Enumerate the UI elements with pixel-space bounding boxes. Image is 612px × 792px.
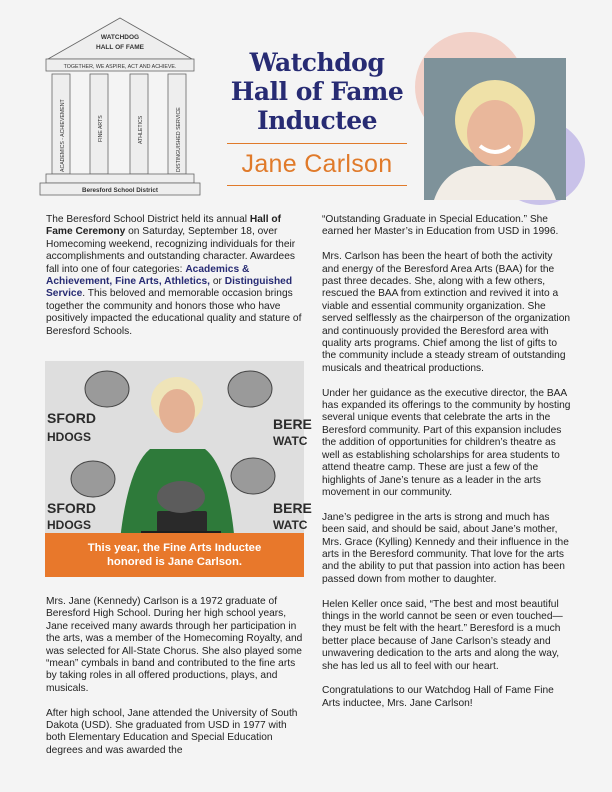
article-right-column	[322, 214, 572, 723]
bulldog-logo	[231, 458, 275, 494]
article-intro	[46, 214, 306, 350]
title-line-3: Inductee	[256, 106, 378, 135]
paragraph-director: Under her guidance as the executive director, the BAA has expanded its offerings to the community by hosting several unique events that celebrate the arts in the Beresford community. Part of this expansion includes the addition of opportunities for children’s theatre as well as establishing scholarships for area students to attend theatre camp. These are just a few of the highlights of Jane’s tenure as a leader in the arts movement in our community.	[322, 387, 571, 498]
trophy-base	[157, 511, 207, 533]
hall-of-fame-logo	[40, 14, 200, 199]
paragraph-baa: Mrs. Carlson has been the heart of both the activity and energy of the Beresford Area Arts (BAA) for the past three decades. She, along with a few others, rescued the BAA from extinction and revived it into a viable and essential community organization. She served selflessly as the chairperson of the organization and continuously provided the Beresford area with quality arts programs. Chief among the list of gifts to the community include a steady stream of outstanding musicals and theatrical productions.	[322, 251, 571, 374]
logo-line2: HALL OF FAME	[96, 44, 144, 51]
logo-pillar-label-2: FINE ARTS	[98, 115, 104, 142]
backdrop-text-right-4: WATC	[273, 518, 308, 532]
bulldog-trophy	[157, 481, 205, 513]
person-face	[159, 389, 195, 433]
logo-line1: WATCHDOG	[100, 34, 140, 41]
intro-paragraph: The Beresford School District held its annual Hall of Fame Ceremony on Saturday, September 18, over Homecoming weekend, recognizing individuals for their accomplishments and outstanding character. Awardees fall into one of four categories: Academics & Achievement, Fine Arts, Athletics, or Distinguished Service. This beloved and memorable occasion brings together the community and honors those who have positively impacted the educational quality and stature of Beresford Schools.	[46, 214, 302, 337]
paragraph-university: After high school, Jane attended the University of South Dakota (USD). She graduated from USD in 1977 with both Elementary Education and Special Education degrees and was awarded the	[46, 707, 298, 756]
bulldog-logo	[228, 371, 272, 407]
backdrop-text-left-4: HDOGS	[47, 518, 92, 532]
logo-pillar-label-3: ATHLETICS	[138, 115, 144, 144]
name-rule-top	[227, 143, 407, 144]
article-biography	[46, 596, 304, 770]
logo-step-1	[46, 174, 194, 183]
paragraph-pedigree: Jane’s pedigree in the arts is strong and much has been said, and should be said, about Jane’s mother, Mrs. Grace (Kylling) Kennedy and their influence in the arts in the Beresford community. That love for the arts and the ability to put that passion into action has been passed down from mother to daughter.	[322, 511, 569, 585]
backdrop-text-right-3: BERE	[273, 500, 312, 516]
backdrop-text-left-2: HDOGS	[47, 430, 92, 444]
title-line-2: Hall of Fame	[230, 77, 404, 106]
photo-caption: This year, the Fine Arts Inductee honored is Jane Carlson.	[87, 542, 262, 568]
bulldog-logo	[71, 461, 115, 497]
award-photo	[45, 361, 312, 577]
paragraph-keller-quote: Helen Keller once said, “The best and most beautiful things in the world cannot be seen or even touched—they must be felt with the heart.” Beresford is a much better place because of Jane Carlson’s steady and unwavering dedication to the arts and along the way, she has led us all to feel with our heart.	[322, 598, 563, 672]
paragraph-congratulations: Congratulations to our Watchdog Hall of Fame Fine Arts inductee, Mrs. Jane Carlson!	[322, 685, 554, 709]
logo-motto: TOGETHER, WE ASPIRE, ACT AND ACHIEVE.	[63, 64, 177, 70]
paragraph-university-cont: “Outstanding Graduate in Special Education.” She earned her Master’s in Education from USD in 1996.	[322, 214, 559, 238]
backdrop-text-right-1: BERE	[273, 416, 312, 432]
logo-pillar-label-4: DISTINGUISHED SERVICE	[176, 107, 182, 172]
backdrop-text-left-1: SFORD	[47, 410, 96, 426]
face-shape	[467, 100, 523, 166]
logo-base-text: Beresford School District	[82, 187, 158, 194]
backdrop-text-right-2: WATC	[273, 434, 308, 448]
title-line-1: Watchdog	[249, 48, 385, 77]
title-block	[212, 48, 422, 186]
logo-pillar-label-1: ACADEMICS - ACHIEVEMENT	[60, 99, 66, 172]
paragraph-graduate: Mrs. Jane (Kennedy) Carlson is a 1972 graduate of Beresford High School. During her high school years, Jane received many awards through her participation in the arts, was a member of the Homecoming Royalty, and was selected for All-State Chorus. She also played some “mean” cymbals in band and contributed to the fine arts by taking roles in all offered productions, plays, and musicals.	[46, 596, 303, 694]
photo-caption-bar	[45, 533, 304, 577]
name-rule-bottom	[227, 185, 407, 186]
inductee-name: Jane Carlson	[241, 150, 393, 178]
portrait-photo	[424, 58, 566, 200]
bulldog-logo	[85, 371, 129, 407]
backdrop-text-left-3: SFORD	[47, 500, 96, 516]
